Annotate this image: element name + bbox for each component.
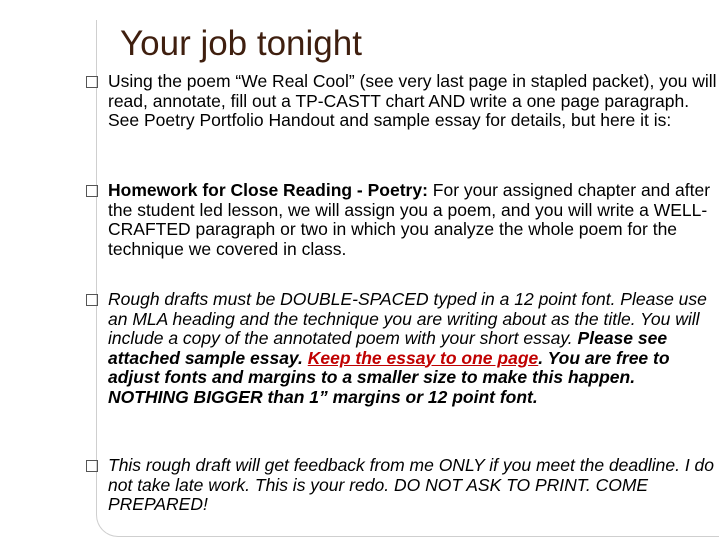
square-bullet-icon: [86, 460, 98, 472]
square-bullet-icon: [86, 76, 98, 88]
bullet-text: Using the poem “We Real Cool” (see very last page in stapled packet), you will read, annotate, fill out a TP-CASTT chart AND write a one page paragraph. See Poetry Portfolio Handout and sample essay for details, but here it is:: [108, 71, 717, 130]
bullet-emphasis: Please see attached sample essay.: [108, 328, 668, 368]
page-title: Your job tonight: [120, 24, 362, 63]
bullet-emphasis: . You are free to adjust fonts and margins to a smaller size to make this happen. NOTHING BIGGER than 1” margins or 12 point font.: [108, 347, 670, 407]
bullet-red-emphasis: Keep the essay to one page: [307, 347, 539, 368]
square-bullet-icon: [86, 294, 98, 306]
bullet-text: [108, 290, 718, 407]
bullet-body: Rough drafts must be DOUBLE-SPACED typed in a 12 point font. Please use an MLA heading and the technique you are writing about as the title. You will include a copy of the annotated poem with your short essay.: [108, 289, 707, 348]
bullet-text: [108, 181, 718, 259]
bullet-lead: Homework for Close Reading - Poetry:: [108, 180, 428, 200]
bullet-body: For your assigned chapter and after the student led lesson, we will assign you a poem, and you will write a WELL-CRAFTED paragraph or two in which you analyze the whole poem for the technique we covered in class.: [108, 180, 711, 259]
bullet-text: This rough draft will get feedback from me ONLY if you meet the deadline. I do not take late work. This is your redo. DO NOT ASK TO PRINT. COME PREPARED!: [108, 455, 715, 514]
square-bullet-icon: [86, 185, 98, 197]
